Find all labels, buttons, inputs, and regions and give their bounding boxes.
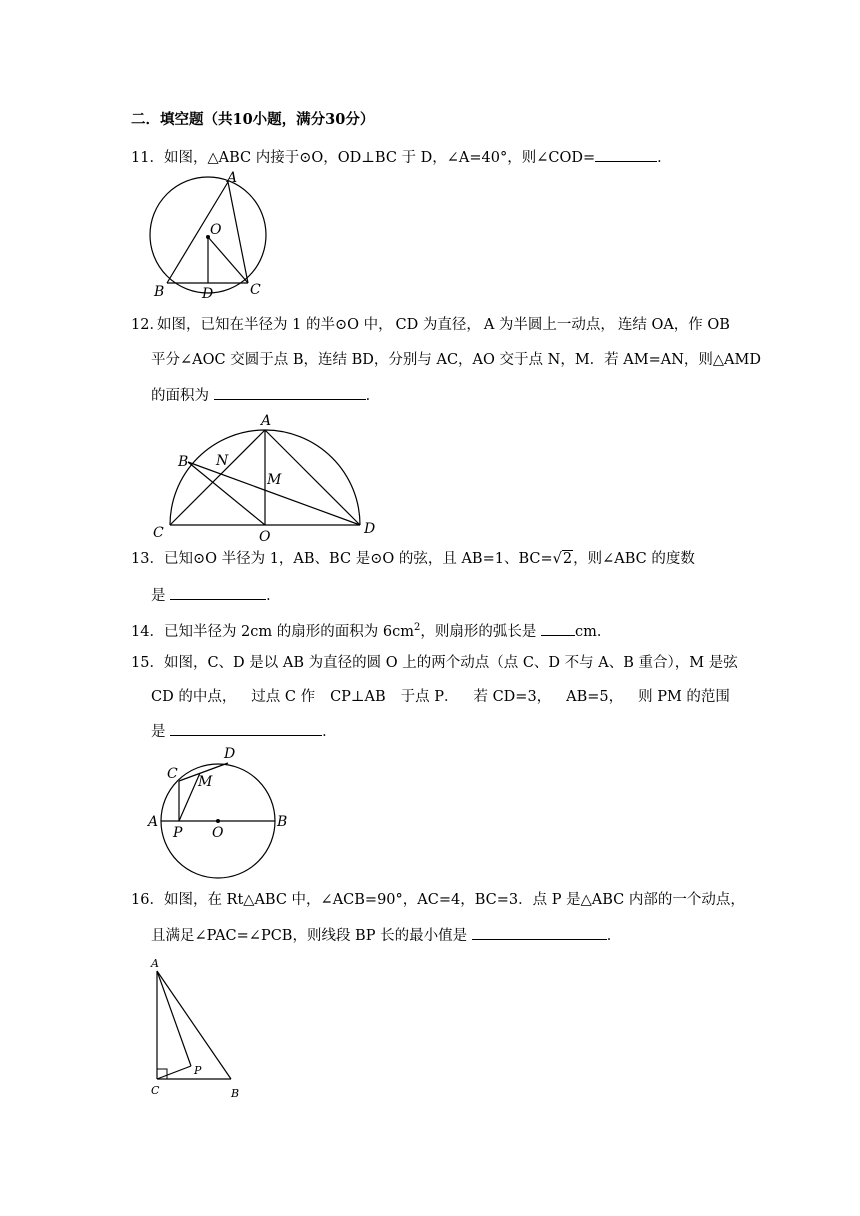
- text-segment: 的面积为: [151, 388, 209, 404]
- question-16-line-1: [131, 890, 745, 910]
- label-M: M: [198, 774, 213, 790]
- question-end: ．: [606, 928, 622, 944]
- answer-blank[interactable]: [541, 620, 575, 636]
- label-A: A: [261, 413, 272, 429]
- text-segment: 则 PM 的范围: [638, 689, 730, 705]
- question-text: 已知⊙O 半径为 1，AB、BC 是⊙O 的弦，且 AB=1、BC=: [163, 551, 553, 567]
- text-segment: 且满足∠PAC=∠PCB，则线段 BP 长的最小值是: [151, 928, 468, 944]
- label-A: A: [151, 957, 159, 970]
- question-16-line-2: [151, 924, 621, 946]
- sqrt-symbol: √2: [552, 551, 573, 567]
- answer-blank[interactable]: [170, 584, 266, 600]
- figure-12-semicircle: [148, 410, 388, 545]
- question-end: ．: [266, 588, 281, 604]
- question-number: 11．: [131, 150, 164, 166]
- label-B: B: [231, 1087, 240, 1100]
- label-P: P: [173, 825, 183, 841]
- question-11: [131, 146, 672, 168]
- question-15-line-1: [131, 653, 738, 673]
- sqrt-radicand: 2: [562, 551, 573, 567]
- label-N: N: [216, 453, 229, 469]
- text-segment: 分别与 AC，AO 交于点 N，M．若 AM=AN，则△AMD: [388, 352, 761, 368]
- figure-11-circle-triangle: [140, 170, 260, 305]
- question-number: 15．: [131, 655, 164, 671]
- label-O: O: [212, 825, 224, 841]
- question-text-b: ，则∠ABC 的度数: [573, 551, 695, 567]
- question-number: 13．: [131, 551, 164, 567]
- figure-15-circle: [145, 745, 305, 885]
- label-D: D: [224, 746, 236, 762]
- question-end: ．: [657, 150, 672, 166]
- question-number: 16．: [131, 892, 164, 908]
- label-C: C: [167, 766, 178, 782]
- answer-blank[interactable]: [595, 146, 657, 162]
- text-segment: 连结 OA，作 OB: [617, 317, 730, 333]
- question-12-line-2: [151, 350, 761, 370]
- question-text: 如图，△ABC 内接于⊙O，OD⊥BC 于 D，∠A=40°，则∠COD=: [163, 150, 596, 166]
- label-B: B: [178, 454, 189, 470]
- figure-16-right-triangle: [145, 955, 255, 1100]
- text-segment: 连结 BD，: [317, 352, 389, 368]
- question-13-line-1: [131, 549, 695, 569]
- question-12-line-3: [151, 384, 380, 406]
- label-C: C: [153, 525, 164, 541]
- text-segment: 是: [151, 724, 166, 740]
- text-segment: A 为半圆上一动点，: [483, 317, 615, 333]
- text-segment: CD 的中点，: [151, 689, 237, 705]
- question-15-line-2: [151, 687, 730, 707]
- label-D: D: [202, 286, 214, 302]
- question-number-12: 12．: [131, 317, 164, 333]
- text-segment: AB=5，: [566, 689, 624, 705]
- label-M: M: [267, 472, 282, 488]
- question-text: 已知半径为 2cm 的扇形的面积为 6cm: [163, 623, 414, 640]
- answer-blank[interactable]: [472, 924, 607, 940]
- text-segment: 平分∠AOC 交圆于点 B，: [151, 352, 318, 368]
- text-segment: 如图，已知在半径为 1 的半⊙O 中，: [157, 317, 393, 333]
- question-end: ．: [322, 724, 337, 740]
- question-number: 14．: [131, 623, 164, 640]
- text-segment: CP⊥AB: [330, 689, 386, 705]
- question-14: [131, 618, 611, 642]
- question-end: cm．: [574, 623, 612, 640]
- answer-blank[interactable]: [170, 720, 322, 736]
- text-segment: CD 为直径，: [395, 317, 481, 333]
- question-13-line-2: [151, 584, 281, 606]
- label-O: O: [259, 529, 271, 545]
- answer-blank[interactable]: [214, 384, 366, 400]
- label-A: A: [148, 814, 159, 830]
- text-segment: 若 CD=3，: [473, 689, 552, 705]
- section-title: 二．填空题（共10小题，满分30分）: [131, 111, 375, 128]
- label-B: B: [277, 814, 288, 830]
- label-C: C: [151, 1084, 160, 1097]
- label-A: A: [227, 170, 238, 186]
- question-12-line-1: [157, 315, 730, 335]
- question-text: 如图，在 Rt△ABC 中，∠ACB=90°，AC=4，BC=3．点 P 是△ABC 内部的一个动点，: [163, 892, 745, 908]
- question-15-line-3: [151, 720, 337, 742]
- label-P: P: [194, 1064, 202, 1077]
- question-text: 如图，C、D 是以 AB 为直径的圆 O 上的两个动点（点 C、D 不与 A、B 重合），M 是弦: [163, 655, 738, 671]
- label-O: O: [210, 222, 222, 238]
- text-segment: 过点 C 作: [251, 689, 316, 705]
- label-B: B: [154, 284, 165, 300]
- label-D: D: [364, 521, 376, 537]
- question-text-b: ，则扇形的弧长是: [420, 623, 537, 640]
- text-segment: 是: [151, 588, 166, 604]
- question-end: ．: [365, 388, 381, 404]
- text-segment: 于点 P．: [400, 689, 459, 705]
- superscript: 2: [413, 622, 421, 633]
- label-C: C: [250, 282, 261, 298]
